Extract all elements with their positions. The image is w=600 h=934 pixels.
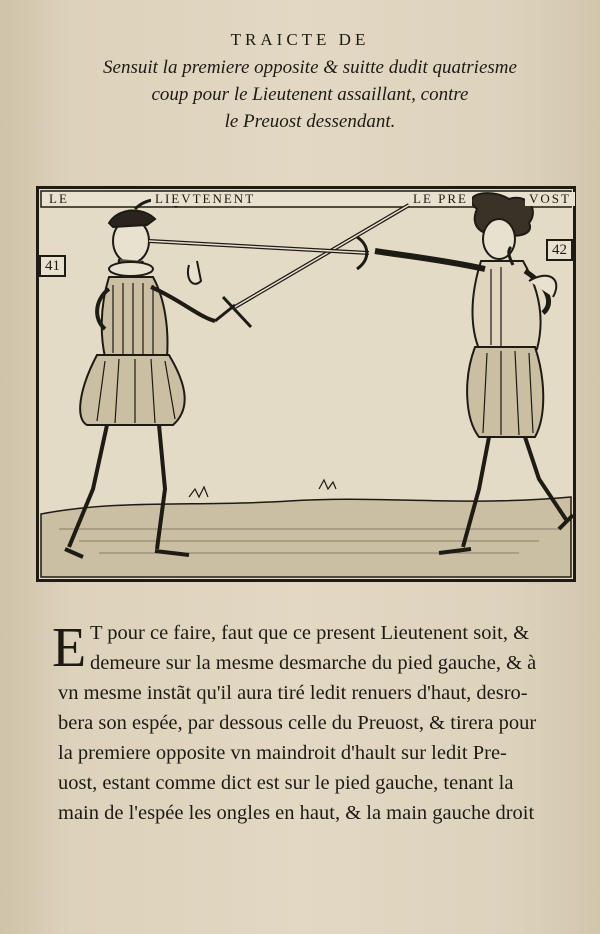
body-line-7: main de l'espée les ongles en haut, & la main gauche droit bbox=[58, 802, 535, 824]
label-le-left: LE bbox=[45, 192, 73, 206]
body-line-5: la premiere opposite vn maindroit d'hault sur ledit Pre- bbox=[58, 742, 507, 764]
body-line-3: vn mesme instãt qu'il aura tiré ledit renuers d'haut, desro- bbox=[58, 682, 528, 704]
fencers-woodcut bbox=[39, 189, 573, 579]
label-le-pre: LE PRE bbox=[409, 192, 472, 206]
body-line-6: uost, estant comme dict est sur le pied gauche, tenant la bbox=[58, 772, 514, 794]
body-line-2: demeure sur la mesme desmarche du pied gauche, & à bbox=[90, 652, 537, 674]
woodcut-illustration bbox=[36, 186, 576, 582]
label-vost: VOST bbox=[525, 192, 575, 206]
body-line-4: bera son espée, par dessous celle du Preuost, & tirera pour bbox=[58, 712, 537, 734]
caption-line-1: Sensuit la premiere opposite & suitte dudit quatriesme bbox=[103, 57, 517, 78]
running-head: TRAICTE DE bbox=[230, 30, 370, 49]
drop-cap: E bbox=[52, 617, 87, 679]
figure-number-left: 41 bbox=[39, 255, 66, 277]
label-lieutenent: LIEVTENENT bbox=[151, 192, 259, 206]
caption-line-2: coup pour le Lieutenent assaillant, contre bbox=[151, 84, 469, 105]
figure-number-right: 42 bbox=[546, 239, 573, 261]
caption-line-3: le Preuost dessendant. bbox=[224, 111, 396, 132]
body-line-1: T pour ce faire, faut que ce present Lieutenent soit, & bbox=[90, 622, 530, 644]
